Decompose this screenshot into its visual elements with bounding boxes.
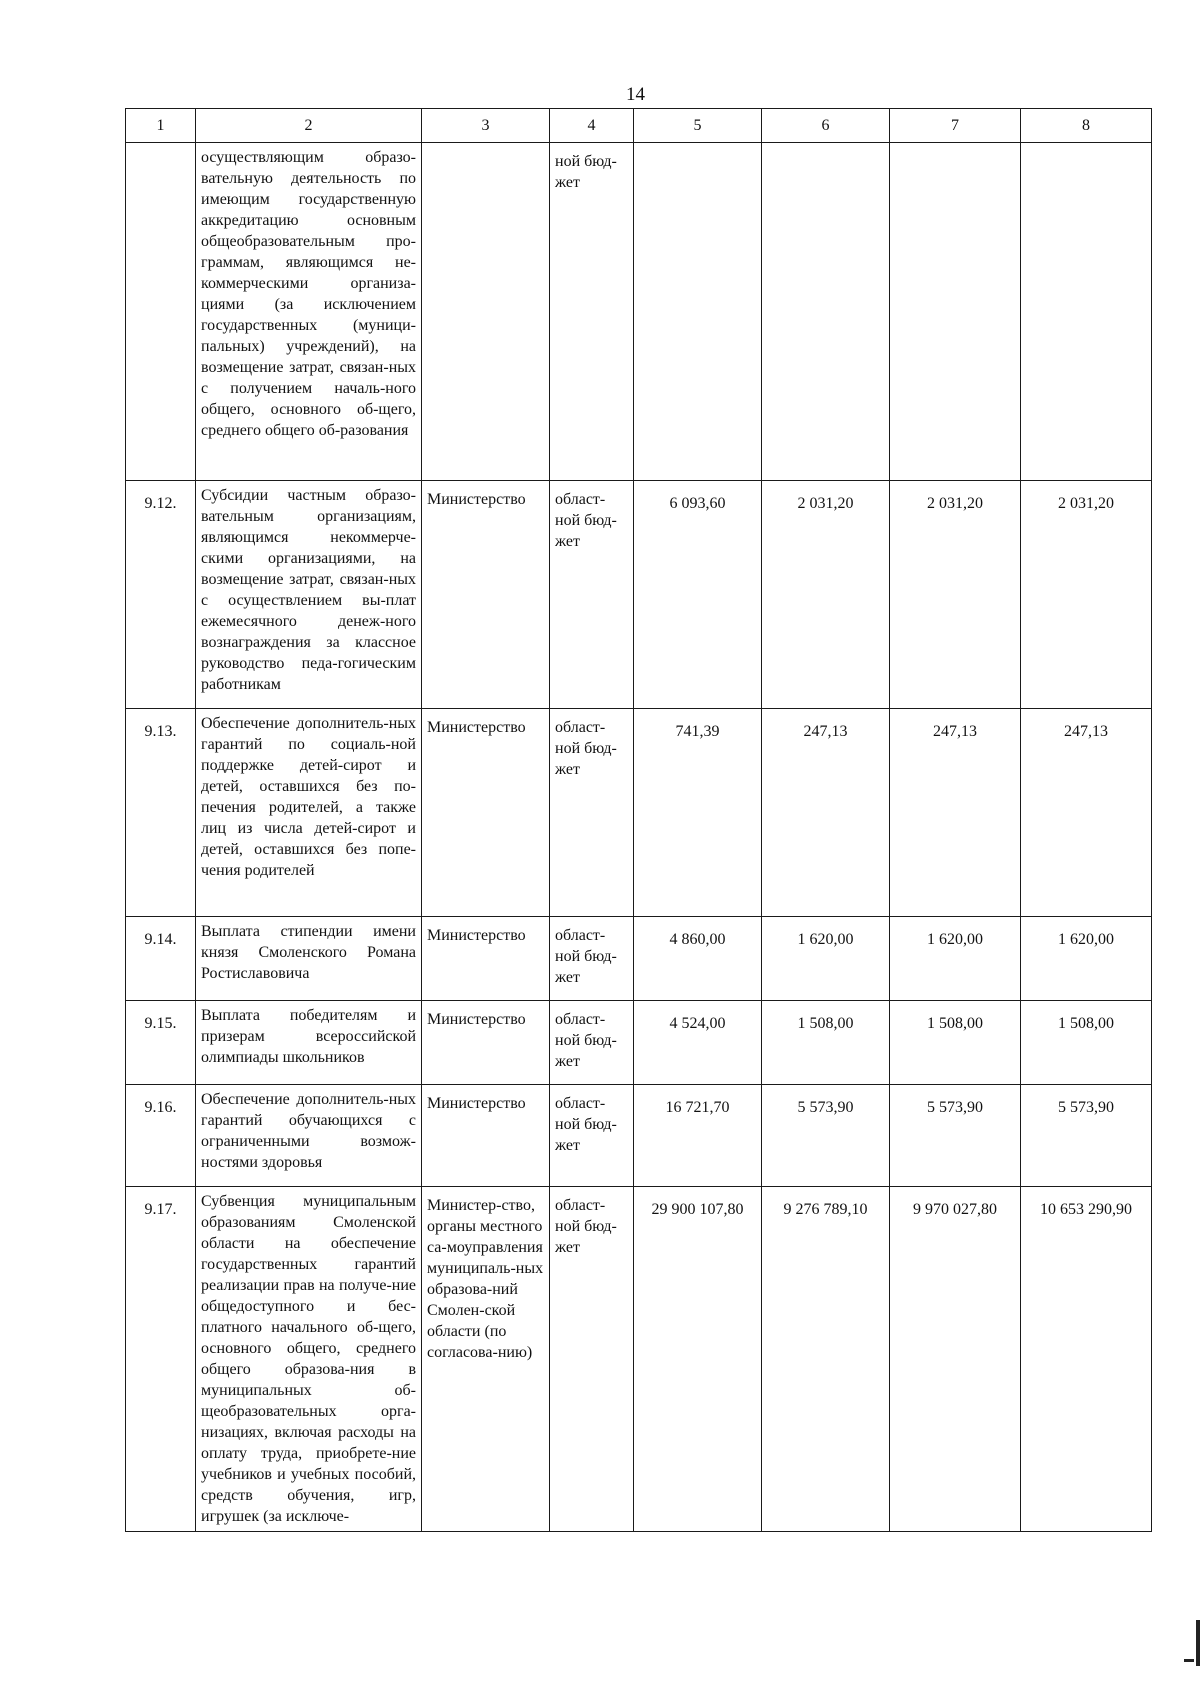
column-header: 3 [422,109,550,143]
scan-edge-mark [1184,1659,1194,1662]
row-source: област-ной бюд-жет [550,917,634,1001]
column-header: 1 [126,109,196,143]
row-total [634,143,762,481]
row-year-2: 247,13 [890,709,1021,917]
row-responsible: Министерство [422,1085,550,1187]
row-year-1: 247,13 [762,709,890,917]
column-header: 6 [762,109,890,143]
row-total: 4 524,00 [634,1001,762,1085]
row-total: 741,39 [634,709,762,917]
row-source: област-ной бюд-жет [550,1187,634,1532]
row-year-2: 1 508,00 [890,1001,1021,1085]
column-header: 7 [890,109,1021,143]
row-source: област-ной бюд-жет [550,709,634,917]
table-row [126,481,1152,709]
row-year-1: 2 031,20 [762,481,890,709]
column-header: 4 [550,109,634,143]
scan-edge-mark [1196,1620,1200,1666]
row-year-3: 1 508,00 [1021,1001,1152,1085]
table-row [126,917,1152,1001]
table-row [126,709,1152,917]
row-year-3 [1021,143,1152,481]
table-header-row [126,109,1152,143]
column-header: 8 [1021,109,1152,143]
row-year-2: 2 031,20 [890,481,1021,709]
table-row [126,1187,1152,1532]
row-year-3: 1 620,00 [1021,917,1152,1001]
row-responsible: Министерство [422,709,550,917]
row-year-1: 5 573,90 [762,1085,890,1187]
row-year-3: 5 573,90 [1021,1085,1152,1187]
row-description: Обеспечение дополнитель-ных гарантий по социаль-ной поддержке детей-сирот и детей, оставшихся без по-печения родителей, а также лиц из числа детей-сирот и детей, оставшихся без попе-чения родителей [196,709,422,917]
row-responsible: Министерство [422,917,550,1001]
row-year-2 [890,143,1021,481]
row-year-3: 10 653 290,90 [1021,1187,1152,1532]
row-total: 29 900 107,80 [634,1187,762,1532]
table-row [126,1001,1152,1085]
row-number: 9.13. [126,709,196,917]
row-description: Выплата стипендии имени князя Смоленского Романа Ростиславовича [196,917,422,1001]
row-description: Субсидии частным образо-вательным организациям, являющимся некоммерче-скими организациями, на возмещение затрат, связан-ных с осуществлением вы-плат ежемесячного денеж-ного вознаграждения за классное руководство педа-гогическим работникам [196,481,422,709]
row-year-2: 5 573,90 [890,1085,1021,1187]
row-description: Субвенция муниципальным образованиям Смоленской области на обеспечение государственных гарантий реализации прав на получе-ние общедоступного и бес-платного начального об-щего, основного общего, среднего общего образова-ния в муниципальных об-щеобразовательных орга-низациях, включая расходы на оплату труда, приобрете-ние учебников и учебных пособий, средств обучения, игр, игрушек (за исключе- [196,1187,422,1532]
row-source: ной бюд-жет [550,143,634,481]
table-row [126,1085,1152,1187]
row-responsible: Министер-ство, органы местного са-моуправления муниципаль-ных образова-ний Смолен-ской области (по согласова-нию) [422,1187,550,1532]
row-number: 9.14. [126,917,196,1001]
row-total: 4 860,00 [634,917,762,1001]
row-year-3: 2 031,20 [1021,481,1152,709]
row-description: осуществляющим образо-вательную деятельность по имеющим государственную аккредитацию основным общеобразовательным про-граммам, являющимся не-коммерческими организа-циями (за исключением государственных (муници-пальных) учреждений), на возмещение затрат, связан-ных с получением началь-ного общего, основного об-щего, среднего общего об-разования [196,143,422,481]
budget-table [125,108,1152,1532]
row-year-1: 1 620,00 [762,917,890,1001]
row-number: 9.17. [126,1187,196,1532]
row-responsible: Министерство [422,1001,550,1085]
row-responsible [422,143,550,481]
row-year-1: 1 508,00 [762,1001,890,1085]
row-description: Обеспечение дополнитель-ных гарантий обучающихся с ограниченными возмож-ностями здоровья [196,1085,422,1187]
column-header: 2 [196,109,422,143]
row-year-3: 247,13 [1021,709,1152,917]
row-number: 9.16. [126,1085,196,1187]
row-description: Выплата победителям и призерам всероссийской олимпиады школьников [196,1001,422,1085]
row-total: 16 721,70 [634,1085,762,1187]
row-total: 6 093,60 [634,481,762,709]
row-year-2: 9 970 027,80 [890,1187,1021,1532]
row-year-1 [762,143,890,481]
row-year-2: 1 620,00 [890,917,1021,1001]
table-row [126,143,1152,481]
row-source: област-ной бюд-жет [550,1001,634,1085]
column-header: 5 [634,109,762,143]
row-number: 9.15. [126,1001,196,1085]
row-source: област-ной бюд-жет [550,1085,634,1187]
row-source: област-ной бюд-жет [550,481,634,709]
row-number: 9.12. [126,481,196,709]
row-year-1: 9 276 789,10 [762,1187,890,1532]
page-number: 14 [626,84,645,105]
row-responsible: Министерство [422,481,550,709]
row-number [126,143,196,481]
